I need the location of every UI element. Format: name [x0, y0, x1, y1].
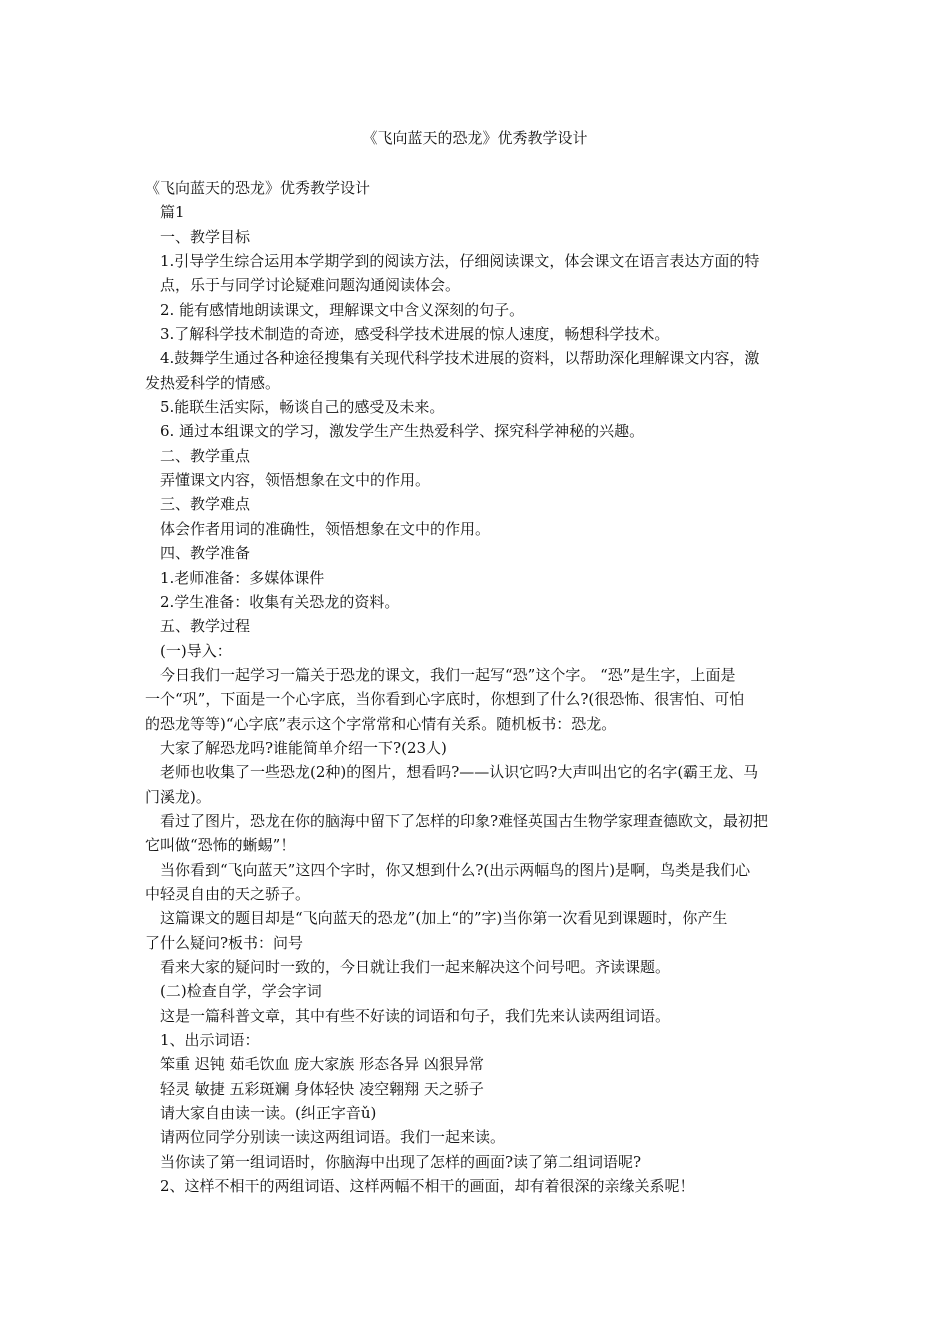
text-line: 大家了解恐龙吗?谁能简单介绍一下?(23人)	[160, 738, 447, 757]
text-line: 笨重 迟钝 茹毛饮血 庞大家族 形态各异 凶狠异常	[160, 1055, 484, 1074]
text-line: 2、这样不相干的两组词语、这样两幅不相干的画面，却有着很深的亲缘关系呢！	[160, 1177, 695, 1196]
text-line: 一个“巩”，下面是一个心字底，当你看到心字底时，你想到了什么?(很恐怖、很害怕、可怕	[145, 690, 745, 709]
text-line: 今日我们一起学习一篇关于恐龙的课文，我们一起写“恐”这个字。 “恐”是生字，上面是	[160, 665, 736, 684]
text-line: 这篇课文的题目却是“飞向蓝天的恐龙”(加上“的”字)当你第一次看见到课题时，你产生	[160, 909, 728, 928]
text-line: 看来大家的疑问时一致的，今日就让我们一起来解决这个问号吧。齐读课题。	[160, 958, 671, 976]
text-line: 老师也收集了一些恐龙(2种)的图片，想看吗?——认识它吗?大声叫出它的名字(霸王龙、马	[160, 763, 759, 782]
text-line: 1.老师准备：多媒体课件	[160, 568, 325, 587]
text-line: 看过了图片，恐龙在你的脑海中留下了怎样的印象?难怪英国古生物学家理查德欧文，最初把	[160, 811, 769, 830]
text-line: 体会作者用词的准确性，领悟想象在文中的作用。	[160, 519, 491, 538]
text-line: 一、教学目标	[160, 227, 251, 246]
text-line: 请两位同学分别读一读这两组词语。我们一起来读。	[160, 1128, 506, 1147]
text-line: 弄懂课文内容，领悟想象在文中的作用。	[160, 471, 431, 490]
text-line: 6. 通过本组课文的学习，激发学生产生热爱科学、探究科学神秘的兴趣。	[160, 422, 645, 441]
text-line: 5.能联生活实际，畅谈自己的感受及未来。	[160, 398, 445, 417]
text-line: 请大家自由读一读。(纠正字音ǔ)	[160, 1104, 377, 1123]
text-line: 这是一篇科普文章，其中有些不好读的词语和句子，我们先来认读两组词语。	[160, 1006, 671, 1025]
text-line: 二、教学重点	[160, 446, 251, 465]
text-line: 1.引导学生综合运用本学期学到的阅读方法，仔细阅读课文，体会课文在语言表达方面的特	[160, 252, 760, 271]
text-line: 了什么疑问?板书：问号	[145, 933, 304, 952]
text-line: 发热爱科学的情感。	[145, 373, 281, 392]
text-line: 4.鼓舞学生通过各种途径搜集有关现代科学技术进展的资料，以帮助深化理解课文内容，激	[160, 349, 760, 368]
text-line: (二)检查自学，学会字词	[160, 982, 322, 1001]
text-line: 1、出示词语：	[160, 1031, 260, 1050]
text-line: 3.了解科学技术制造的奇迹，感受科学技术进展的惊人速度，畅想科学技术。	[160, 325, 670, 344]
page-title: 《飞向蓝天的恐龙》优秀教学设计	[362, 129, 588, 147]
text-line: 四、教学准备	[160, 544, 251, 563]
text-line: 五、教学过程	[160, 617, 251, 636]
text-line: 篇1	[160, 203, 185, 222]
text-line: (一)导入：	[160, 641, 232, 660]
text-line: 轻灵 敏捷 五彩斑斓 身体轻快 凌空翱翔 天之骄子	[160, 1079, 484, 1098]
text-line: 《飞向蓝天的恐龙》优秀教学设计	[145, 179, 371, 197]
text-line: 三、教学难点	[160, 495, 251, 514]
text-line: 它叫做“恐怖的蜥蜴”！	[145, 836, 296, 855]
document-body	[145, 176, 810, 1198]
text-line: 的恐龙等等)“心字底”表示这个字常常和心情有关系。随机板书：恐龙。	[145, 714, 617, 733]
text-line: 点，乐于与同学讨论疑难问题沟通阅读体会。	[160, 276, 461, 295]
text-line: 2.学生准备：收集有关恐龙的资料。	[160, 592, 400, 611]
text-line: 当你读了第一组词语时，你脑海中出现了怎样的画面?读了第二组词语呢?	[160, 1152, 642, 1171]
text-line: 中轻灵自由的天之骄子。	[145, 884, 311, 903]
text-line: 门溪龙)。	[145, 787, 211, 806]
text-line: 当你看到“飞向蓝天”这四个字时，你又想到什么?(出示两幅鸟的图片)是啊，鸟类是我们心	[160, 860, 751, 879]
text-line: 2. 能有感情地朗读课文，理解课文中含义深刻的句子。	[160, 300, 525, 319]
